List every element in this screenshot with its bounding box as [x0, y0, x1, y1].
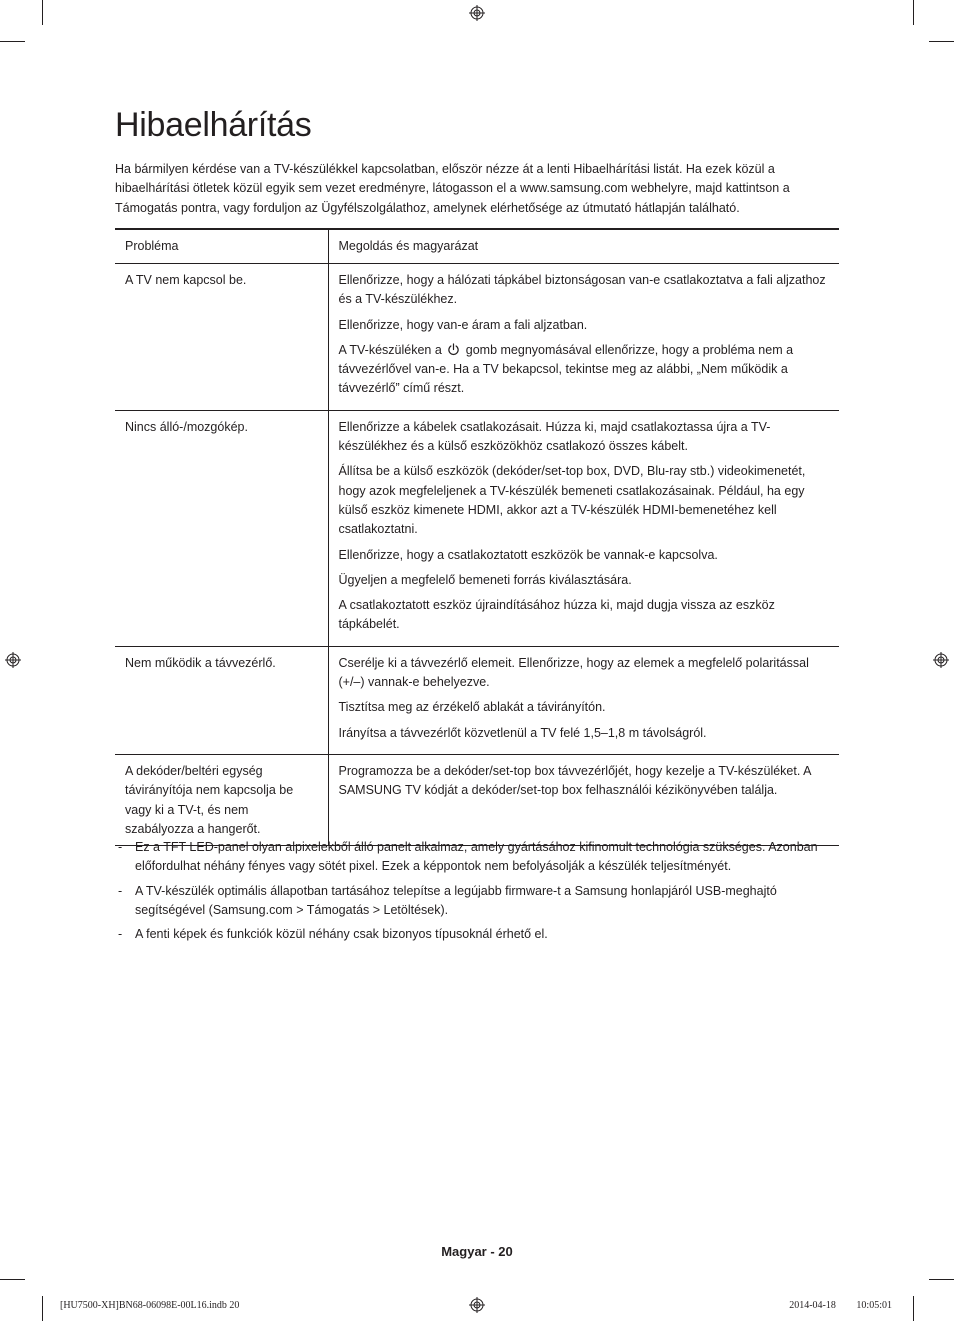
note-item [115, 838, 835, 877]
note-dash: - [118, 883, 123, 898]
page-number: Magyar - 20 [441, 1244, 513, 1259]
solution-text: Ellenőrizze a kábelek csatlakozásait. Húzza ki, majd csatlakoztassa újra a TV-készülékhez és a külső eszközökhöz csatlakozó összes kábelt. [338, 419, 771, 454]
registration-mark-icon [469, 5, 485, 21]
table-row [115, 754, 839, 845]
solution-text: Cserélje ki a távvezérlő elemeit. Ellenőrizze, hogy az elemek a megfelelő polaritással (+/–) vannak-e behelyezve. [338, 655, 809, 690]
intro-paragraph: Ha bármilyen kérdése van a TV-készülékkel kapcsolatban, először nézze át a lenti Hibaelhárítási listát. Ha ezek közül a hibaelhárítási ötletek közül egyik sem vezet eredményre, látogasson el a www.samsung.com webhelyre, majd kattintson a Támogatás pontra, vagy forduljon az Ügyfélszolgálathoz, amelynek elérhetősége az útmutató hátlapján található. [115, 162, 790, 215]
notes-list [115, 838, 835, 949]
problem-cell: Nincs álló-/mozgókép. [115, 410, 328, 646]
solution-text: Tisztítsa meg az érzékelő ablakát a távirányítón. [338, 700, 606, 715]
solution-text-power [339, 341, 830, 399]
note-item [115, 925, 835, 944]
crop-mark [913, 0, 914, 25]
print-slug-date: 2014-04-18 ￿￿ 10:05:01 [789, 1300, 892, 1311]
solution-cell [328, 646, 839, 754]
table-row [115, 410, 839, 646]
registration-mark-icon [5, 652, 21, 668]
crop-mark [0, 1279, 25, 1280]
crop-mark [929, 41, 954, 42]
note-text: Ez a TFT LED-panel olyan alpixelekből álló panelt alkalmaz, amely gyártásához kifinomult technológia szükséges. Azonban előfordulhat néhány fényes vagy sötét pixel. Ezek a képpontok nem befolyásolják a készülék teljesítményét. [135, 840, 818, 874]
power-icon [447, 343, 460, 356]
table-row [115, 264, 839, 411]
crop-mark [913, 1296, 914, 1321]
registration-mark-icon [933, 652, 949, 668]
note-dash: - [118, 840, 123, 854]
solution-cell [328, 264, 839, 411]
crop-mark [929, 1279, 954, 1280]
note-dash: - [118, 927, 123, 942]
crop-mark [0, 41, 25, 42]
problem-cell: A TV nem kapcsol be. [115, 264, 328, 411]
note-text: A TV-készülék optimális állapotban tartásához telepítse a legújabb firmware-t a Samsung honlapjáról USB-meghajtó segítségével (Samsung.com > Támogatás > Letöltések). [135, 883, 777, 917]
solution-text: Ellenőrizze, hogy van-e áram a fali aljzatban. [338, 317, 588, 332]
column-header-problem: Probléma [115, 229, 328, 264]
solution-text: Programozza be a dekóder/set-top box távvezérlőjét, hogy kezelje a TV-készüléket. A SAMSUNG TV kódját a dekóder/set-top box felhasználói kézikönyvében találja. [338, 763, 811, 798]
solution-text: Ellenőrizze, hogy a hálózati tápkábel biztonságosan van-e csatlakoztatva a fali aljzathoz és a TV-készülékhez. [338, 273, 826, 307]
crop-mark [42, 1296, 43, 1321]
note-text: A fenti képek és funkciók közül néhány csak bizonyos típusoknál érhető el. [135, 927, 548, 942]
solution-text-part: gomb megnyomásával ellenőrizze, hogy a probléma nem a távvezérlővel van-e. Ha a TV bekapcsol, tekintse meg az alábbi, „Nem működik a távvezérlő” című részt. [338, 342, 794, 396]
page-title: Hibaelhárítás [115, 106, 312, 144]
solution-text: Ellenőrizze, hogy a csatlakoztatott eszközök be vannak-e kapcsolva. [338, 547, 718, 562]
solution-text: Irányítsa a távvezérlőt közvetlenül a TV felé 1,5–1,8 m távolságról. [338, 725, 707, 740]
note-item [115, 882, 835, 921]
solution-cell [328, 410, 839, 646]
solution-cell [328, 754, 839, 845]
registration-mark-icon [469, 1297, 485, 1313]
table-header-row [115, 229, 839, 264]
problem-cell: Nem működik a távvezérlő. [115, 646, 328, 754]
solution-text: Ügyeljen a megfelelő bemeneti forrás kiválasztására. [338, 572, 632, 587]
solution-text-part: A TV-készüléken a [338, 342, 442, 357]
column-header-solution: Megoldás és magyarázat [328, 229, 839, 264]
problem-cell: A dekóder/beltéri egység távirányítója nem kapcsolja be vagy ki a TV-t, és nem szabályozza a hangerőt. [115, 754, 328, 845]
print-slug-file: [HU7500-XH]BN68-06098E-00L16.indb 20 [60, 1300, 240, 1311]
solution-text: A csatlakoztatott eszköz újraindításához húzza ki, majd dugja vissza az eszköz tápkábelét. [338, 598, 775, 632]
table-row [115, 646, 839, 754]
troubleshooting-table [115, 228, 839, 846]
crop-mark [42, 0, 43, 25]
solution-text: Állítsa be a külső eszközök (dekóder/set-top box, DVD, Blu-ray stb.) videokimenetét, hogy azok megfeleljenek a TV-készülék bemeneti csatlakozásainak. Például, ha egy külső eszköz kimenete HDMI, akkor azt a TV-készülék HDMI-bemenetéhez kell csatlakoztatni. [338, 464, 806, 537]
